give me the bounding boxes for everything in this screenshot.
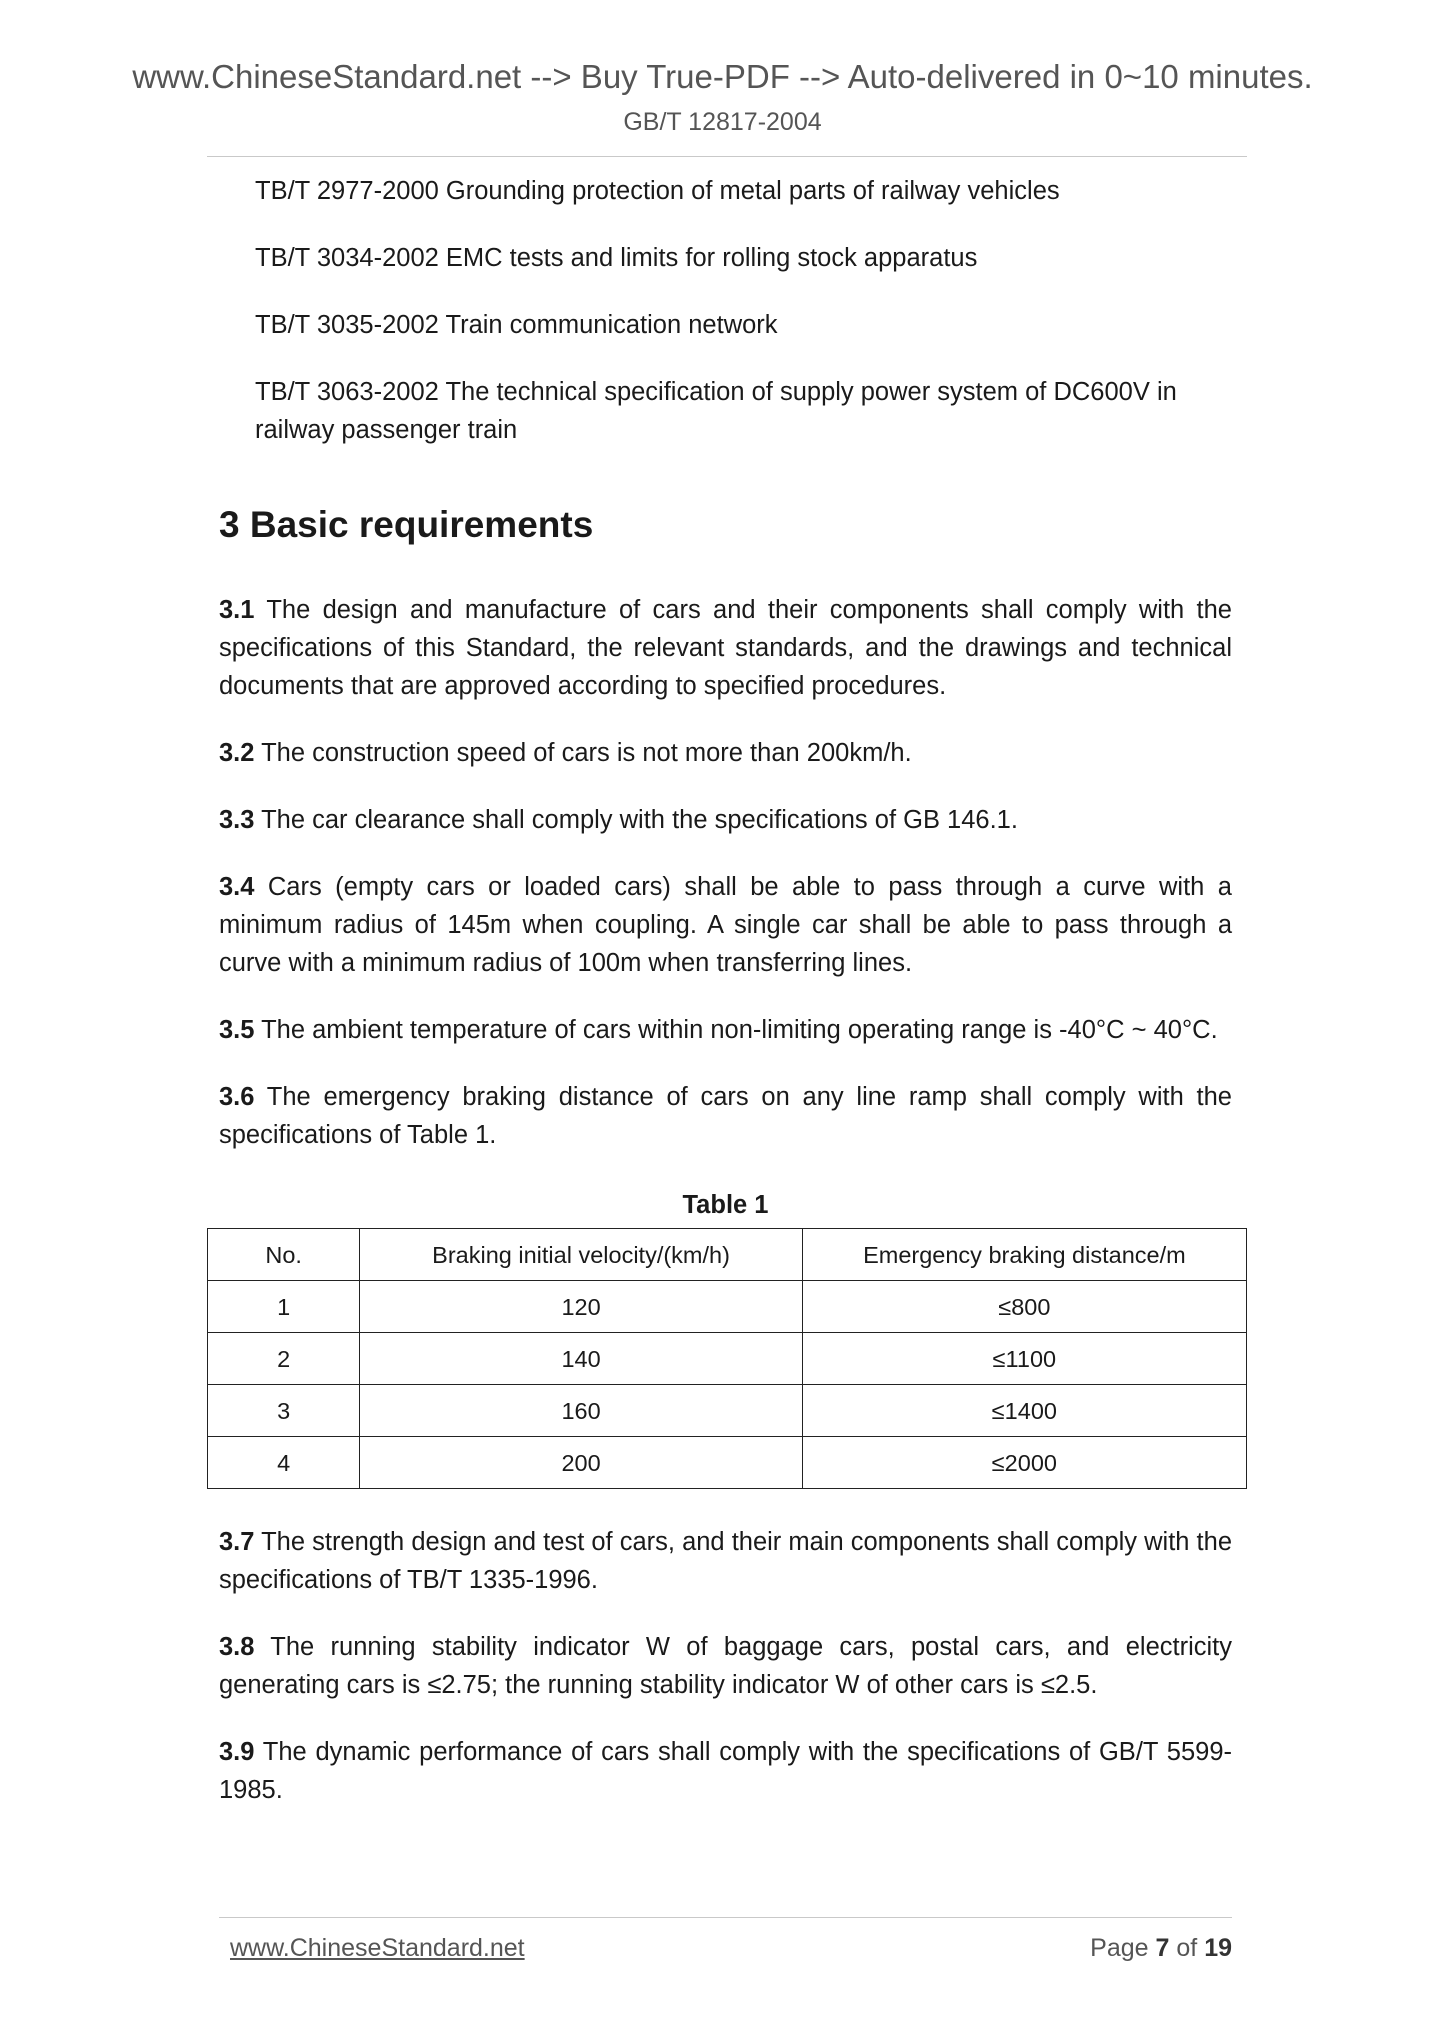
table-cell: 120: [360, 1281, 802, 1333]
table-row: [208, 1281, 1247, 1333]
page-total: 19: [1204, 1934, 1232, 1962]
clause-3-5: [219, 1011, 1232, 1049]
table-cell: 2: [208, 1333, 360, 1385]
clause-number: 3.2: [219, 739, 255, 767]
clause-number: 3.5: [219, 1016, 255, 1044]
page-of-word: of: [1176, 1934, 1198, 1962]
table-header-cell: No.: [208, 1229, 360, 1281]
header-link-line[interactable]: www.ChineseStandard.net --> Buy True-PDF --> Auto-delivered in 0~10 minutes.: [132, 58, 1313, 95]
clause-number: 3.3: [219, 806, 255, 834]
clause-number: 3.1: [219, 596, 255, 624]
clause-3-7: [219, 1523, 1232, 1599]
table-cell: ≤800: [802, 1281, 1246, 1333]
table-row: [208, 1333, 1247, 1385]
braking-distance-table: [207, 1228, 1247, 1489]
table-cell: ≤2000: [802, 1437, 1246, 1489]
table-cell: 140: [360, 1333, 802, 1385]
clause-number: 3.7: [219, 1528, 255, 1556]
header-divider: [207, 156, 1247, 157]
table-cell: 4: [208, 1437, 360, 1489]
page-indicator: [1090, 1934, 1232, 1963]
clause-text: The ambient temperature of cars within non-limiting operating range is -40°C ~ 40°C.: [261, 1016, 1218, 1044]
table-header-cell: Emergency braking distance/m: [802, 1229, 1246, 1281]
table-caption: Table 1: [682, 1191, 769, 1219]
clause-number: 3.9: [219, 1738, 255, 1766]
header-standard-id: GB/T 12817-2004: [623, 108, 822, 136]
clause-3-8: [219, 1628, 1232, 1704]
clause-3-1: [219, 591, 1232, 705]
table-cell: 200: [360, 1437, 802, 1489]
clause-text: The strength design and test of cars, and their main components shall comply with the specifications of TB/T 1335-1996.: [219, 1528, 1233, 1594]
page-current: 7: [1155, 1934, 1170, 1962]
clause-number: 3.6: [219, 1083, 255, 1111]
table-row: [208, 1437, 1247, 1489]
clause-3-9: [219, 1733, 1232, 1809]
reference-item: TB/T 2977-2000 Grounding protection of metal parts of railway vehicles: [255, 177, 1060, 205]
table-cell: ≤1100: [802, 1333, 1246, 1385]
clause-3-6: [219, 1078, 1232, 1154]
reference-item: TB/T 3035-2002 Train communication network: [255, 311, 778, 339]
clause-text: The car clearance shall comply with the specifications of GB 146.1.: [261, 806, 1018, 834]
footer-site-link[interactable]: www.ChineseStandard.net: [230, 1934, 525, 1962]
clause-text: The dynamic performance of cars shall comply with the specifications of GB/T 5599-1985.: [219, 1738, 1233, 1804]
reference-item: TB/T 3034-2002 EMC tests and limits for rolling stock apparatus: [255, 244, 978, 272]
clause-3-3: [219, 801, 1232, 839]
clause-text: The design and manufacture of cars and their components shall comply with the specifications of this Standard, the relevant standards, and the drawings and technical documents that are approved according to specified procedures.: [219, 596, 1232, 700]
reference-item: TB/T 3063-2002 The technical specification of supply power system of DC600V in railway passenger train: [255, 378, 1177, 444]
table-cell: 3: [208, 1385, 360, 1437]
table-cell: 160: [360, 1385, 802, 1437]
clause-text: The running stability indicator W of baggage cars, postal cars, and electricity generating cars is ≤2.75; the running stability indicator W of other cars is ≤2.5.: [219, 1633, 1232, 1699]
table-header-row: [208, 1229, 1247, 1281]
clause-number: 3.4: [219, 873, 255, 901]
section-heading: 3 Basic requirements: [219, 504, 594, 545]
clause-text: The construction speed of cars is not more than 200km/h.: [261, 739, 912, 767]
page-word: Page: [1090, 1934, 1149, 1962]
document-body: [219, 172, 1232, 1838]
clause-text: The emergency braking distance of cars on any line ramp shall comply with the specifications of Table 1.: [219, 1083, 1232, 1149]
footer-divider: [219, 1917, 1232, 1918]
table-header-cell: Braking initial velocity/(km/h): [360, 1229, 802, 1281]
clause-number: 3.8: [219, 1633, 255, 1661]
clause-3-4: [219, 868, 1232, 982]
table-cell: ≤1400: [802, 1385, 1246, 1437]
table-row: [208, 1385, 1247, 1437]
table-cell: 1: [208, 1281, 360, 1333]
clause-3-2: [219, 734, 1232, 772]
clause-text: Cars (empty cars or loaded cars) shall be able to pass through a curve with a minimum radius of 145m when coupling. A single car shall be able to pass through a curve with a minimum radius of 100m when transferring lines.: [219, 873, 1232, 977]
